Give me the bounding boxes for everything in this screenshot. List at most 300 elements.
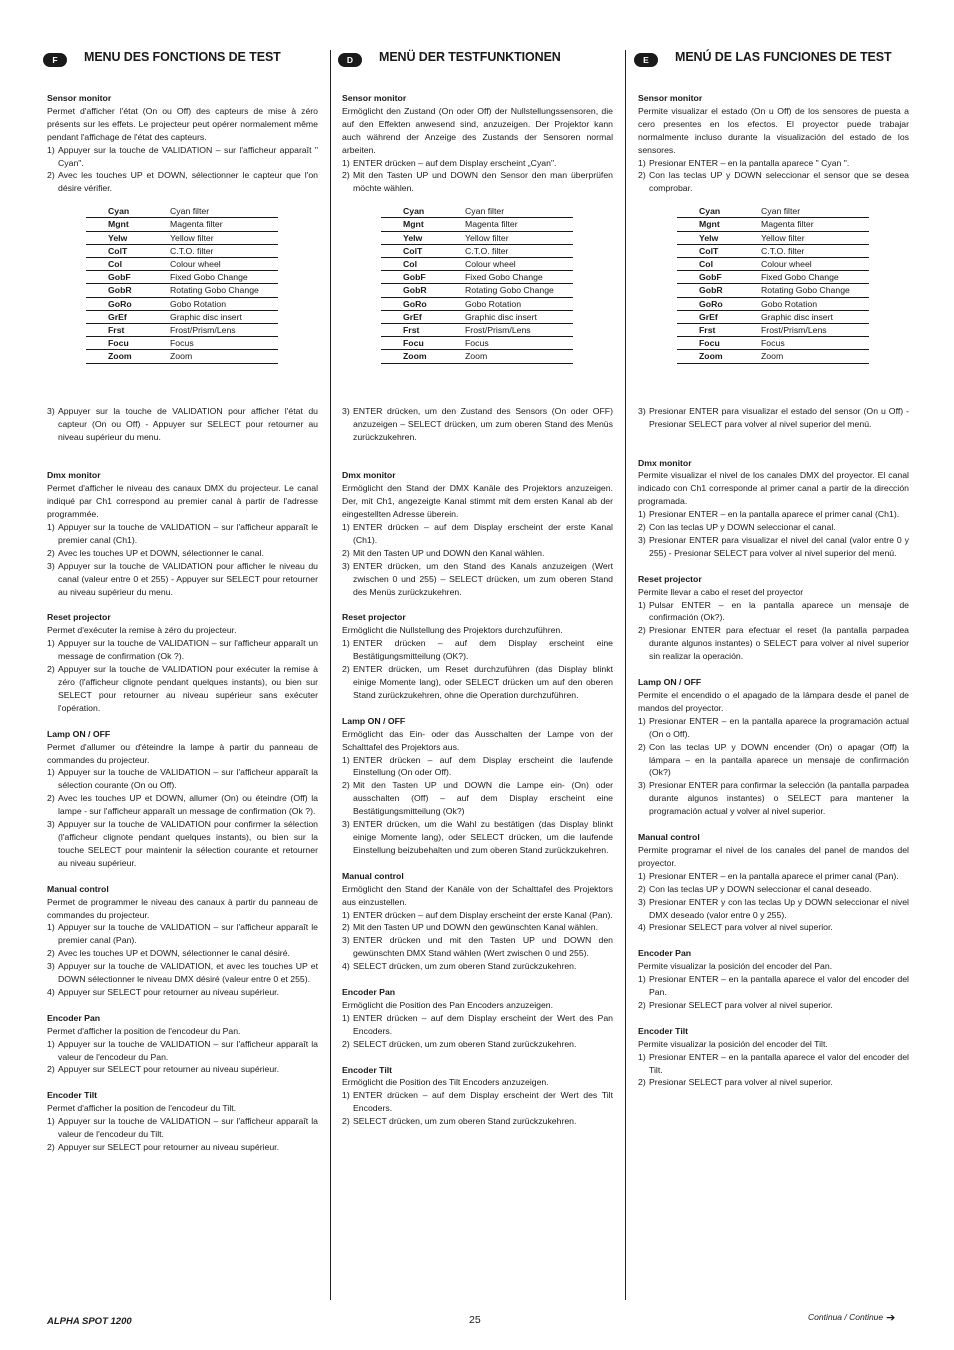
step-number: 1) <box>342 1090 350 1101</box>
spacer <box>342 1051 613 1064</box>
table-row <box>677 284 869 297</box>
step-number: 1) <box>47 767 55 778</box>
table-row <box>677 271 869 284</box>
step-list <box>47 637 318 714</box>
step-item: 2) Mit den Tasten UP und DOWN den Sensor den man überprüfen möchte wählen. <box>342 170 613 194</box>
subsection-heading: Lamp ON / OFF <box>342 715 406 726</box>
sensor-code: GobR <box>86 284 170 297</box>
product-model: ALPHA SPOT 1200 <box>47 1316 132 1327</box>
step-number: 2) <box>638 741 646 752</box>
step-number: 3) <box>47 961 55 972</box>
subsection-intro: Ermöglicht den Zustand (On oder Off) der Nullstellungssensoren, die auf den Effekten anwesend sind, anzuzeigen. Der Projektor kann auch während der Anzeige des Zustands der Sensoren normal arbeiten. <box>342 105 613 155</box>
table-row <box>677 231 869 244</box>
subsection-heading: Reset projector <box>47 612 111 623</box>
lamp-on-off-section <box>638 676 909 818</box>
table-row <box>86 218 278 231</box>
sensor-code-table <box>86 205 278 363</box>
sensor-description: C.T.O. filter <box>761 244 869 257</box>
step-item: 3) ENTER drücken, um den Stand des Kanals anzuzeigen (Wert zwischen 0 und 255) – SELECT drücken, um zum oberen Stand des Menüs zurückzukehren. <box>342 560 613 597</box>
dmx-monitor-section <box>47 469 318 598</box>
step-item: 1) Pulsar ENTER – en la pantalla aparece un mensaje de confirmación (Ok?). <box>638 599 909 623</box>
step-number: 1) <box>638 509 646 520</box>
sensor-description: Yellow filter <box>465 231 573 244</box>
step-item: 1) ENTER drücken – auf dem Display erscheint die laufende Einstellung (On oder Off). <box>342 754 613 778</box>
subsection-intro: Ermöglicht die Nullstellung des Projektors durchzuführen. <box>342 625 563 636</box>
table-row <box>86 324 278 337</box>
step-item: 3) Presionar ENTER y con las teclas Up y DOWN seleccionar el nivel DMX deseado (valor entre 0 y 255). <box>638 896 909 920</box>
step-number: 4) <box>342 961 350 972</box>
step-item: 1) Appuyer sur la touche de VALIDATION – sur l'afficheur apparaît le premier canal (Pan). <box>47 922 318 946</box>
sensor-monitor-section <box>342 92 613 443</box>
sensor-description: Graphic disc insert <box>761 310 869 323</box>
step-number: 2) <box>47 793 55 804</box>
step-item: 2) ENTER drücken, um Reset durchzuführen (das Display blinkt einige Momente lang), oder SELECT drücken um auf den oberen Stand zurückzukehren, ohne die Operation durchzuführen. <box>342 664 613 700</box>
step-number: 2) <box>638 999 646 1010</box>
sensor-description: Graphic disc insert <box>465 310 573 323</box>
step-list <box>342 1089 613 1128</box>
sensor-code: GobR <box>677 284 761 297</box>
sensor-description: Fixed Gobo Change <box>761 271 869 284</box>
subsection-heading: Lamp ON / OFF <box>47 728 111 739</box>
step-list <box>47 1038 318 1077</box>
step-number: 2) <box>47 1142 55 1152</box>
step-list <box>47 921 318 998</box>
sensor-code: Frst <box>86 324 170 337</box>
subsection-heading: Manual control <box>638 832 700 843</box>
step-item: 1) ENTER drücken – auf dem Display erscheint „Cyan". <box>342 157 557 168</box>
step-list <box>638 1051 909 1090</box>
subsection-heading: Reset projector <box>638 573 702 584</box>
step-number: 1) <box>342 909 350 920</box>
step-item: 2) Presionar SELECT para volver al nivel superior. <box>638 1077 833 1088</box>
step-number: 2) <box>47 547 55 558</box>
step-list <box>342 1012 613 1051</box>
table-row <box>677 350 869 363</box>
step-number: 1) <box>638 715 646 726</box>
sensor-code: Mgnt <box>677 218 761 231</box>
section-header <box>338 50 613 72</box>
column-divider <box>330 50 331 1300</box>
sensor-monitor-section <box>638 92 909 431</box>
step-item: 2) Avec les touches UP et DOWN, sélectionner le canal désiré. <box>47 948 290 959</box>
step-item: 3) Appuyer sur la touche de VALIDATION pour afficher le niveau du canal (valeur entre 0 et 255) - Appuyer sur SELECT pour retourner au niveau supérieur du menu. <box>47 560 318 597</box>
continue-note <box>808 1310 895 1323</box>
encoder-tilt-section <box>342 1064 613 1129</box>
sensor-code: Mgnt <box>381 218 465 231</box>
table-row <box>86 337 278 350</box>
step-item: 2) Presionar SELECT para volver al nivel superior. <box>638 999 833 1010</box>
sensor-code: GoRo <box>677 297 761 310</box>
subsection-heading: Encoder Tilt <box>342 1064 393 1075</box>
spacer <box>47 870 318 883</box>
language-badge: E <box>634 53 658 67</box>
step-item: 1) Presionar ENTER – en la pantalla aparece el primer canal (Ch1). <box>638 509 900 520</box>
step-list <box>638 405 909 431</box>
subsection-heading: Dmx monitor <box>342 470 396 481</box>
sensor-code-table <box>677 205 869 363</box>
step-list <box>342 909 613 974</box>
step-list <box>342 637 613 702</box>
sensor-description: Magenta filter <box>761 218 869 231</box>
subsection-intro: Permet de programmer le niveau des canaux à partir du panneau de commandes du projecteur. <box>47 896 318 920</box>
step-number: 2) <box>342 780 350 791</box>
step-item: 1) Presionar ENTER – en la pantalla aparece la programación actual (On o Off). <box>638 715 909 739</box>
step-item: 1) Appuyer sur la touche de VALIDATION – sur l'afficheur apparaît la sélection courante (On ou Off). <box>47 767 318 791</box>
sensor-description: Colour wheel <box>761 258 869 271</box>
step-item: 2) Mit den Tasten UP und DOWN den Kanal wählen. <box>342 547 545 558</box>
sensor-code: Yelw <box>86 231 170 244</box>
step-number: 2) <box>47 1064 55 1075</box>
sensor-code: Zoom <box>677 350 761 363</box>
step-number: 2) <box>342 664 350 675</box>
table-row <box>677 337 869 350</box>
sensor-code: Cyan <box>381 205 465 218</box>
step-item: 2) Appuyer sur SELECT pour retourner au niveau supérieur. <box>47 1142 280 1152</box>
step-list <box>638 508 909 560</box>
subsection-intro: Permet d'afficher la position de l'encodeur du Tilt. <box>47 1103 237 1114</box>
step-item: 2) SELECT drücken, um zum oberen Stand zurückzukehren. <box>342 1038 577 1049</box>
sensor-description: Yellow filter <box>761 231 869 244</box>
sensor-code: GoRo <box>86 297 170 310</box>
step-item: 3) Presionar ENTER para visualizar el nivel del canal (valor entre 0 y 255) - Presionar SELECT para volver al nivel superior del menú. <box>638 534 909 558</box>
step-item: 3) Appuyer sur la touche de VALIDATION pour afficher l'état du capteur (On ou Off) - Appuyer sur SELECT pour retourner au niveau supérieur du menu. <box>47 405 318 442</box>
table-row <box>86 350 278 363</box>
step-item: 1) ENTER drücken – auf dem Display erscheint eine Bestätigungsmitteilung (OK?). <box>342 638 613 662</box>
sensor-description: Fixed Gobo Change <box>465 271 573 284</box>
language-badge: F <box>43 53 67 67</box>
spacer <box>47 443 318 469</box>
table-row <box>677 258 869 271</box>
step-list <box>638 973 909 1012</box>
step-number: 1) <box>638 599 646 610</box>
dmx-monitor-section <box>638 457 909 560</box>
step-item: 4) Appuyer sur SELECT pour retourner au niveau supérieur. <box>47 986 280 997</box>
table-row <box>381 205 573 218</box>
table-row <box>677 205 869 218</box>
sensor-description: Cyan filter <box>761 205 869 218</box>
step-item: 1) Appuyer sur la touche de VALIDATION – sur l'afficheur apparaît " Cyan". <box>47 144 318 168</box>
table-row <box>381 271 573 284</box>
step-number: 1) <box>47 1116 55 1127</box>
reset-projector-section <box>47 611 318 714</box>
language-badge: D <box>338 53 362 67</box>
step-item: 2) Con las teclas UP y DOWN encender (On) o apagar (Off) la lámpara – en la pantalla aparece un mensaje de confirmación (Ok?) <box>638 741 909 778</box>
step-item: 2) Avec les touches UP et DOWN, allumer (On) ou éteindre (Off) la lampe - sur l'afficheur apparaît un message de confirmation (Ok ?). <box>47 793 318 817</box>
table-row <box>86 231 278 244</box>
step-item: 2) Con las teclas UP y DOWN seleccionar el canal deseado. <box>638 883 872 894</box>
step-item: 2) Mit den Tasten UP und DOWN die Lampe ein- (On) oder ausschalten (Off) – auf dem Display erscheint eine Bestätigungsmitteilung (Ok?) <box>342 780 613 817</box>
step-list <box>342 157 613 196</box>
step-number: 4) <box>47 986 55 997</box>
subsection-heading: Encoder Pan <box>342 987 396 998</box>
section-header <box>43 50 318 72</box>
step-list <box>342 754 613 857</box>
step-number: 3) <box>342 935 350 946</box>
step-list <box>47 144 318 196</box>
step-item: 2) Appuyer sur SELECT pour retourner au niveau supérieur. <box>47 1064 280 1075</box>
table-row <box>381 297 573 310</box>
subsection-intro: Ermöglicht das Ein- oder das Ausschalten der Lampe von der Schalttafel des Projektors aus. <box>342 728 613 752</box>
step-number: 3) <box>638 896 646 907</box>
sensor-code: GrEf <box>381 310 465 323</box>
step-number: 3) <box>342 819 350 830</box>
spacer <box>47 715 318 728</box>
language-column <box>638 50 909 1089</box>
sensor-code: ColT <box>677 244 761 257</box>
encoder-pan-section <box>47 1012 318 1077</box>
step-number: 1) <box>47 922 55 933</box>
step-list <box>47 766 318 869</box>
step-number: 3) <box>342 560 350 571</box>
sensor-code: ColT <box>86 244 170 257</box>
step-number: 1) <box>342 157 350 168</box>
step-item: 3) ENTER drücken, um den Zustand des Sensors (On oder OFF) anzuzeigen – SELECT drücken, um zum oberen Stand des Menüs zurückzukehren. <box>342 405 613 442</box>
table-row <box>381 284 573 297</box>
subsection-intro: Ermöglicht die Position des Tilt Encoders anzuzeigen. <box>342 1077 549 1088</box>
sensor-description: Colour wheel <box>170 258 278 271</box>
subsection-intro: Permet d'afficher l'état (On ou Off) des capteurs de mise à zéro présents sur les effets. Le projecteur peut opérer normalement même pendant l'affichage de l'état des capteurs. <box>47 105 318 142</box>
step-number: 1) <box>342 638 350 649</box>
step-number: 2) <box>47 948 55 959</box>
sensor-description: Magenta filter <box>465 218 573 231</box>
step-number: 2) <box>342 922 350 933</box>
step-list <box>638 870 909 935</box>
subsection-intro: Permet d'afficher le niveau des canaux DMX du projecteur. Le canal indiqué par Ch1 correspond au premier canal à partir de l'adresse programmée. <box>47 483 318 520</box>
spacer <box>47 364 318 405</box>
step-number: 1) <box>342 754 350 765</box>
subsection-heading: Sensor monitor <box>47 93 112 103</box>
continue-label: Continua / Continue <box>808 1312 884 1322</box>
sensor-code: Yelw <box>381 231 465 244</box>
encoder-tilt-section <box>47 1089 318 1154</box>
sensor-code: Zoom <box>381 350 465 363</box>
sensor-description: Frost/Prism/Lens <box>761 324 869 337</box>
sensor-description: Zoom <box>761 350 869 363</box>
table-row <box>86 205 278 218</box>
table-row <box>381 218 573 231</box>
subsection-intro: Ermöglicht den Stand der Kanäle von der Schalttafel des Projektors aus einzustellen. <box>342 883 613 907</box>
table-row <box>381 310 573 323</box>
table-row <box>381 350 573 363</box>
sensor-code: Focu <box>677 337 761 350</box>
sensor-description: Gobo Rotation <box>170 297 278 310</box>
table-row <box>677 297 869 310</box>
sensor-code: Zoom <box>86 350 170 363</box>
step-item: 1) ENTER drücken – auf dem Display erscheint der erste Kanal (Pan). <box>342 909 613 920</box>
sensor-description: Gobo Rotation <box>761 297 869 310</box>
step-item: 4) SELECT drücken, um zum oberen Stand zurückzukehren. <box>342 961 577 972</box>
subsection-intro: Permet d'exécuter la remise à zéro du projecteur. <box>47 625 237 636</box>
sensor-description: Graphic disc insert <box>170 310 278 323</box>
step-list <box>638 157 909 196</box>
subsection-heading: Manual control <box>47 883 109 894</box>
step-item: 3) Appuyer sur la touche de VALIDATION pour confirmer la sélection (l'afficheur clignote pendant quelques instants), ou bien sur la touche SELECT pour maintenir la sélection courante et retourner au niveau supérieur. <box>47 819 318 868</box>
dmx-monitor-section <box>342 469 613 598</box>
step-list <box>638 599 909 664</box>
subsection-heading: Manual control <box>342 870 404 881</box>
step-item: 4) Presionar SELECT para volver al nivel superior. <box>638 922 833 933</box>
manual-control-section <box>638 831 909 934</box>
step-list <box>47 1115 318 1154</box>
sensor-code: Cyan <box>677 205 761 218</box>
spacer <box>342 598 613 611</box>
sensor-code: Col <box>381 258 465 271</box>
step-number: 2) <box>342 170 350 181</box>
sensor-code: Frst <box>381 324 465 337</box>
step-number: 1) <box>47 638 55 649</box>
subsection-heading: Reset projector <box>342 612 406 623</box>
sensor-code: GobR <box>381 284 465 297</box>
table-row <box>86 271 278 284</box>
step-item: 1) Appuyer sur la touche de VALIDATION – sur l'afficheur apparaît la valeur de l'encodeur du Tilt. <box>47 1116 318 1140</box>
step-number: 1) <box>638 974 646 985</box>
spacer <box>342 364 613 405</box>
table-row <box>677 244 869 257</box>
table-row <box>381 244 573 257</box>
step-item: 3) ENTER drücken, um die Wahl zu bestätigen (das Display blinkt einige Momente lang), oder SELECT drücken, um die laufende Einstellung beizubehalten und zum oberen Stand zurückzukehren. <box>342 819 613 855</box>
lamp-on-off-section <box>47 728 318 870</box>
step-item: 1) ENTER drücken – auf dem Display erscheint der erste Kanal (Ch1). <box>342 522 613 545</box>
step-number: 3) <box>638 780 646 791</box>
subsection-intro: Permite llevar a cabo el reset del proyector <box>638 586 804 597</box>
table-row <box>677 324 869 337</box>
step-number: 3) <box>638 534 646 545</box>
table-row <box>381 258 573 271</box>
step-number: 3) <box>47 819 55 830</box>
lamp-on-off-section <box>342 715 613 857</box>
sensor-description: Zoom <box>465 350 573 363</box>
sensor-code: ColT <box>381 244 465 257</box>
sensor-description: C.T.O. filter <box>170 244 278 257</box>
sensor-code: Col <box>86 258 170 271</box>
step-item: 2) Con las teclas UP y DOWN seleccionar el sensor que se desea comprobar. <box>638 170 909 194</box>
step-number: 1) <box>342 1012 350 1023</box>
step-list <box>47 521 318 598</box>
step-number: 3) <box>47 405 55 416</box>
step-number: 2) <box>638 1077 646 1088</box>
step-item: 2) Appuyer sur la touche de VALIDATION pour exécuter la remise à zéro (l'afficheur clignote pendant quelques instants), ou bien sur SELECT pour retourner au niveau supérieur sans exécuter l'opération. <box>47 664 318 713</box>
spacer <box>638 818 909 831</box>
step-number: 2) <box>638 883 646 894</box>
step-item: 3) Appuyer sur la touche de VALIDATION, et avec les touches UP et DOWN sélectionner le niveau DMX désiré (valeur entre 0 et 255). <box>47 961 318 985</box>
step-item: 2) Con las teclas UP y DOWN seleccionar el canal. <box>638 522 836 533</box>
sensor-description: Focus <box>170 337 278 350</box>
step-number: 1) <box>638 157 646 168</box>
subsection-heading: Lamp ON / OFF <box>638 677 702 688</box>
sensor-code: GobF <box>86 271 170 284</box>
step-number: 2) <box>342 547 350 558</box>
sensor-code: Yelw <box>677 231 761 244</box>
step-number: 2) <box>638 625 646 636</box>
subsection-heading: Encoder Tilt <box>638 1025 689 1036</box>
table-row <box>381 231 573 244</box>
subsection-intro: Permite programar el nivel de los canales del panel de mandos del proyector. <box>638 844 909 868</box>
sensor-description: Frost/Prism/Lens <box>465 324 573 337</box>
step-number: 2) <box>638 170 646 181</box>
table-row <box>677 310 869 323</box>
column-divider <box>625 50 626 1300</box>
step-number: 2) <box>342 1038 350 1049</box>
step-number: 2) <box>47 170 55 181</box>
step-list <box>47 405 318 444</box>
step-number: 2) <box>638 522 646 533</box>
table-row <box>86 244 278 257</box>
step-item: 1) Appuyer sur la touche de VALIDATION – sur l'afficheur apparaît un message de confirmation (Ok ?). <box>47 638 318 662</box>
reset-projector-section <box>342 611 613 701</box>
section-title: MENU DES FONCTIONS DE TEST <box>84 50 281 64</box>
step-item: 2) Avec les touches UP et DOWN, sélectionner le capteur que l'on désire vérifier. <box>47 170 318 194</box>
language-column <box>47 50 318 1154</box>
encoder-pan-section <box>638 947 909 1012</box>
sensor-description: Rotating Gobo Change <box>761 284 869 297</box>
subsection-intro: Permite visualizar el nivel de los canales DMX del proyector. El canal indicado con Ch1 corresponde al primer canal a partir de la dirección programada. <box>638 470 909 507</box>
table-row <box>381 324 573 337</box>
sensor-description: Zoom <box>170 350 278 363</box>
subsection-intro: Permet d'allumer ou d'éteindre la lampe à partir du panneau de commandes du projecteur. <box>47 741 318 765</box>
subsection-intro: Permite visualizar el estado (On u Off) de los sensores de puesta a cero presentes en los efectos. El proyector puede trabajar normalmente incluso durante la visualización del estado de los sensores. <box>638 105 909 155</box>
subsection-intro: Ermöglicht die Position des Pan Encoders anzuzeigen. <box>342 999 554 1010</box>
step-number: 1) <box>47 1038 55 1049</box>
subsection-intro: Permite visualizar la posición del encoder del Tilt. <box>638 1038 828 1049</box>
table-row <box>86 258 278 271</box>
spacer <box>342 973 613 986</box>
step-item: 1) Appuyer sur la touche de VALIDATION – sur l'afficheur apparaît le premier canal (Ch1). <box>47 522 318 545</box>
manual-control-section <box>342 870 613 973</box>
arrow-right-icon: ➔ <box>886 1312 896 1324</box>
table-row <box>86 310 278 323</box>
sensor-code: GobF <box>381 271 465 284</box>
spacer <box>638 364 909 405</box>
step-number: 3) <box>638 405 646 416</box>
spacer <box>342 443 613 469</box>
spacer <box>47 1076 318 1089</box>
spacer <box>342 702 613 715</box>
sensor-description: Fixed Gobo Change <box>170 271 278 284</box>
sensor-code: Focu <box>86 337 170 350</box>
step-item: 3) ENTER drücken und mit den Tasten UP und DOWN den gewünschten DMX Stand wählen (Wert zwischen 0 und 255). <box>342 935 613 959</box>
step-number: 2) <box>47 664 55 675</box>
subsection-intro: Permite el encendido o el apagado de la lámpara desde el panel de mandos del proyector. <box>638 690 909 713</box>
table-row <box>677 218 869 231</box>
step-item: 3) Presionar ENTER para visualizar el estado del sensor (On u Off) - Presionar SELECT para volver al nivel superior del menú. <box>638 405 909 429</box>
step-item: 1) ENTER drücken – auf dem Display erscheint der Wert des Pan Encoders. <box>342 1012 613 1036</box>
spacer <box>638 934 909 947</box>
step-item: 2) Avec les touches UP et DOWN, sélectionner le canal. <box>47 547 264 558</box>
subsection-heading: Sensor monitor <box>342 93 407 103</box>
subsection-heading: Encoder Pan <box>47 1012 101 1023</box>
sensor-monitor-section <box>47 92 318 443</box>
reset-projector-section <box>638 573 909 663</box>
subsection-heading: Dmx monitor <box>47 470 101 481</box>
spacer <box>638 1012 909 1025</box>
encoder-pan-section <box>342 986 613 1051</box>
subsection-intro: Permet d'afficher la position de l'encodeur du Pan. <box>47 1025 241 1036</box>
table-row <box>86 297 278 310</box>
sensor-code: Cyan <box>86 205 170 218</box>
spacer <box>47 999 318 1012</box>
step-number: 1) <box>342 522 350 533</box>
step-item: 1) ENTER drücken – auf dem Display erscheint der Wert des Tilt Encoders. <box>342 1090 613 1114</box>
step-list <box>342 521 613 598</box>
step-item: 2) Presionar ENTER para efectuar el reset (la pantalla parpadea durante algunos instantes) o SELECT para volver al nivel superior sin realizar la operación. <box>638 625 909 662</box>
sensor-description: C.T.O. filter <box>465 244 573 257</box>
subsection-heading: Encoder Tilt <box>47 1090 98 1101</box>
step-item: 1) Appuyer sur la touche de VALIDATION – sur l'afficheur apparaît la valeur de l'encodeur du Pan. <box>47 1038 318 1062</box>
sensor-description: Colour wheel <box>465 258 573 271</box>
sensor-code: Col <box>677 258 761 271</box>
spacer <box>638 560 909 573</box>
section-title: MENÜ DER TESTFUNKTIONEN <box>379 50 561 64</box>
